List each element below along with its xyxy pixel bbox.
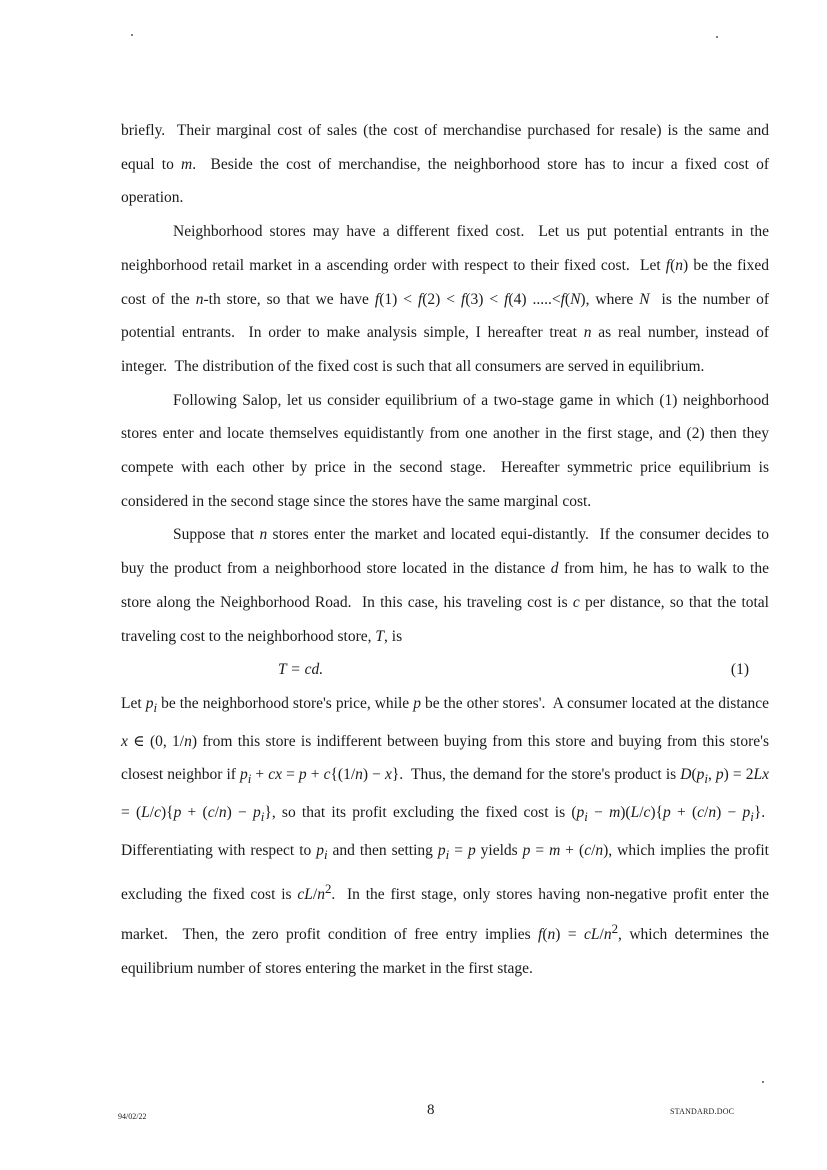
paragraph: briefly. Their marginal cost of sales (the cost of merchandise purchased for resale) is the same and equal to m. Beside the cost of merchandise, the neighborhood store has to incur a fixed cost of operation. xyxy=(121,122,769,207)
footer-filename: STANDARD.DOC xyxy=(670,1107,735,1116)
scan-speck xyxy=(762,1081,764,1083)
equation-body: T = cd. xyxy=(278,661,324,679)
scan-speck xyxy=(716,36,718,38)
page-number: 8 xyxy=(427,1102,435,1118)
equation-1 xyxy=(121,653,769,687)
paragraph: Suppose that n stores enter the market and located equi-distantly. If the consumer decides to buy the product from a neighborhood store located in the distance d from him, he has to walk to the store along the Neighborhood Road. In this case, his traveling cost is c per distance, so that the total traveling cost to the neighborhood store, T, is xyxy=(121,526,769,645)
footer-date: 94/02/22 xyxy=(118,1112,147,1121)
equation-number: (1) xyxy=(730,661,749,679)
scan-speck xyxy=(131,34,133,36)
paragraph: Following Salop, let us consider equilibrium of a two-stage game in which (1) neighborhood stores enter and locate themselves equidistantly from one another in the first stage, and (2) then they compete with each other by price in the second stage. Hereafter symmetric price equilibrium is considered in the second stage since the stores have the same marginal cost. xyxy=(121,391,769,510)
paragraph: Neighborhood stores may have a different fixed cost. Let us put potential entrants in the neighborhood retail market in a ascending order with respect to their fixed cost. Let f(n) be the fixed cost of the n-th store, so that we have f(1) < f(2) < f(3) < f(4) .....<f(N), where N is the number of potential entrants. In order to make analysis simple, I hereafter treat n as real number, instead of integer. The distribution of the fixed cost is such that all consumers are served in equilibrium. xyxy=(121,223,770,375)
body-text xyxy=(121,114,769,985)
paragraph: Let $p_i$ be the neighborhood store's price, while p be the other stores'. A consumer located at the distance x ∈ (0, 1/n) from this store is indifferent between buying from this store and buying from this store's closest neighbor if $p_i$ + cx = p + c{(1/n) − x}. Thus, the demand for the store's product is $D(p_i$, $p) = 2Lx = (L/c)\{p + (c/n) - p_i\}$, so that its profit excluding the fixed cost is $(p_i - m)(L/c)\{p + (c/n) - p_i\}$. Differentiating with respect to $p_i$ and then setting $p_i = p$ yields p = m + (c/n), which implies the profit excluding the fixed cost is $cL/n^2$. In the first stage, only stores having non-negative profit enter the market. Then, the zero profit condition of free entry implies $f(n) = cL/n^2$, which determines the equilibrium number of stores entering the market in the first stage. xyxy=(121,694,770,977)
